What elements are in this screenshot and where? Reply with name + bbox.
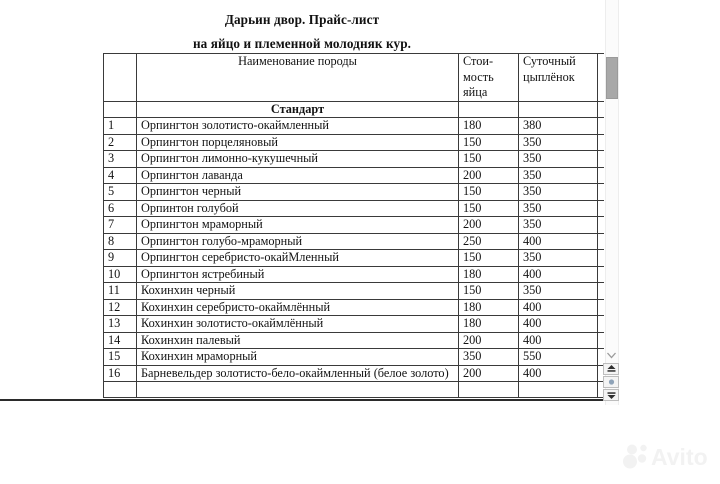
cell-breed-name: Кохинхин золотисто-окаймлённый xyxy=(137,316,459,333)
cell-tail xyxy=(598,217,605,234)
cell-egg-price: 150 xyxy=(459,134,519,151)
cell-breed-name: Орпингтон лаванда xyxy=(137,167,459,184)
header-cell-day-old-chick: Суточный цыплёнок xyxy=(519,54,598,102)
table-row xyxy=(104,266,605,283)
cell-chick-price: 350 xyxy=(519,250,598,267)
vertical-scrollbar[interactable] xyxy=(605,0,619,405)
cell-number: 11 xyxy=(104,283,137,300)
chevron-down-icon[interactable] xyxy=(603,352,619,362)
cell-number: 16 xyxy=(104,365,137,382)
cell-chick-price: 350 xyxy=(519,200,598,217)
cell-egg-price: 150 xyxy=(459,151,519,168)
cell-egg-price: 250 xyxy=(459,233,519,250)
page-navigation-controls[interactable] xyxy=(603,352,621,402)
table-row xyxy=(104,349,605,366)
footer-cell-chick xyxy=(519,382,598,398)
table-row xyxy=(104,184,605,201)
page-title: Дарьин двор. Прайс-лист xyxy=(224,12,380,27)
next-page-button[interactable] xyxy=(603,389,619,401)
cell-breed-name: Орпинтон голубой xyxy=(137,200,459,217)
header-cell-tail xyxy=(598,54,605,102)
cell-chick-price: 350 xyxy=(519,217,598,234)
cell-tail xyxy=(598,332,605,349)
cell-breed-name: Кохинхин черный xyxy=(137,283,459,300)
cell-number: 6 xyxy=(104,200,137,217)
table-row xyxy=(104,316,605,333)
cell-tail xyxy=(598,266,605,283)
cell-egg-price: 200 xyxy=(459,365,519,382)
table-header-row xyxy=(104,54,605,102)
table-row xyxy=(104,118,605,135)
cell-number: 10 xyxy=(104,266,137,283)
cell-egg-price: 200 xyxy=(459,332,519,349)
cell-chick-price: 400 xyxy=(519,316,598,333)
section-cell-tail xyxy=(598,101,605,118)
cell-egg-price: 180 xyxy=(459,266,519,283)
cell-chick-price: 550 xyxy=(519,349,598,366)
cell-breed-name: Орпингтон лимонно-кукушечный xyxy=(137,151,459,168)
cell-tail xyxy=(598,167,605,184)
footer-cell-price xyxy=(459,382,519,398)
cell-egg-price: 150 xyxy=(459,250,519,267)
page-subtitle: на яйцо и племенной молодняк кур. xyxy=(192,36,412,51)
cell-tail xyxy=(598,184,605,201)
cell-chick-price: 400 xyxy=(519,299,598,316)
table-row xyxy=(104,332,605,349)
cell-breed-name: Орпингтон черный xyxy=(137,184,459,201)
cell-breed-name: Орпингтон голубо-мраморный xyxy=(137,233,459,250)
cell-chick-price: 380 xyxy=(519,118,598,135)
cell-tail xyxy=(598,118,605,135)
cell-egg-price: 150 xyxy=(459,283,519,300)
cell-egg-price: 200 xyxy=(459,167,519,184)
section-cell-price xyxy=(459,101,519,118)
cell-tail xyxy=(598,299,605,316)
cell-number: 15 xyxy=(104,349,137,366)
cell-chick-price: 350 xyxy=(519,184,598,201)
table-row xyxy=(104,283,605,300)
table-row xyxy=(104,217,605,234)
cell-chick-price: 350 xyxy=(519,167,598,184)
avito-watermark xyxy=(621,441,713,471)
footer-cell-number xyxy=(104,382,137,398)
cell-breed-name: Орпингтон серебристо-окайMленный xyxy=(137,250,459,267)
cell-number: 13 xyxy=(104,316,137,333)
table-section-row xyxy=(104,101,605,118)
cell-breed-name: Орпингтон порцеляновый xyxy=(137,134,459,151)
cell-number: 12 xyxy=(104,299,137,316)
cell-chick-price: 400 xyxy=(519,365,598,382)
cell-chick-price: 400 xyxy=(519,332,598,349)
table-row xyxy=(104,200,605,217)
table-row xyxy=(104,299,605,316)
section-cell-number xyxy=(104,101,137,118)
cell-number: 3 xyxy=(104,151,137,168)
cell-egg-price: 350 xyxy=(459,349,519,366)
vertical-scroll-thumb[interactable] xyxy=(606,57,618,99)
header-cell-number xyxy=(104,54,137,102)
cell-tail xyxy=(598,316,605,333)
cell-tail xyxy=(598,283,605,300)
cell-breed-name: Орпингтон ястребиный xyxy=(137,266,459,283)
cell-chick-price: 350 xyxy=(519,134,598,151)
cell-breed-name: Орпингтон мраморный xyxy=(137,217,459,234)
cell-egg-price: 180 xyxy=(459,299,519,316)
cell-chick-price: 400 xyxy=(519,233,598,250)
footer-cell-name xyxy=(137,382,459,398)
header-cell-breed-name: Наименование породы xyxy=(137,54,459,102)
previous-page-button[interactable] xyxy=(603,363,619,375)
table-row xyxy=(104,233,605,250)
table-row xyxy=(104,151,605,168)
cell-tail xyxy=(598,151,605,168)
cell-egg-price: 180 xyxy=(459,316,519,333)
header-cell-egg-price: Стои- мость яйца xyxy=(459,54,519,102)
table-row xyxy=(104,365,605,382)
cell-number: 5 xyxy=(104,184,137,201)
table-row xyxy=(104,134,605,151)
cell-tail xyxy=(598,200,605,217)
document-title-block xyxy=(0,0,604,54)
cell-chick-price: 350 xyxy=(519,283,598,300)
cell-tail xyxy=(598,134,605,151)
svg-text:Avito: Avito xyxy=(651,444,708,470)
cell-tail xyxy=(598,233,605,250)
cell-number: 4 xyxy=(104,167,137,184)
cell-tail xyxy=(598,250,605,267)
cell-egg-price: 180 xyxy=(459,118,519,135)
cell-breed-name: Орпингтон золотисто-окаймленный xyxy=(137,118,459,135)
cell-number: 14 xyxy=(104,332,137,349)
cell-number: 1 xyxy=(104,118,137,135)
cell-breed-name: Барневельдер золотисто-бело-окаймленный (белое золото) xyxy=(137,365,459,382)
table-row xyxy=(104,250,605,267)
cell-egg-price: 200 xyxy=(459,217,519,234)
page-dot-icon[interactable] xyxy=(603,376,619,388)
cell-chick-price: 400 xyxy=(519,266,598,283)
section-cell-chick xyxy=(519,101,598,118)
cell-number: 8 xyxy=(104,233,137,250)
cell-breed-name: Кохинхин серебристо-окаймлённый xyxy=(137,299,459,316)
table-row xyxy=(104,167,605,184)
table-footer-row xyxy=(104,382,605,398)
cell-number: 9 xyxy=(104,250,137,267)
cell-egg-price: 150 xyxy=(459,200,519,217)
cell-egg-price: 150 xyxy=(459,184,519,201)
cell-breed-name: Кохинхин палевый xyxy=(137,332,459,349)
cell-number: 7 xyxy=(104,217,137,234)
cell-number: 2 xyxy=(104,134,137,151)
price-table xyxy=(103,53,604,398)
cell-breed-name: Кохинхин мраморный xyxy=(137,349,459,366)
section-label: Стандарт xyxy=(137,101,459,118)
cell-chick-price: 350 xyxy=(519,151,598,168)
